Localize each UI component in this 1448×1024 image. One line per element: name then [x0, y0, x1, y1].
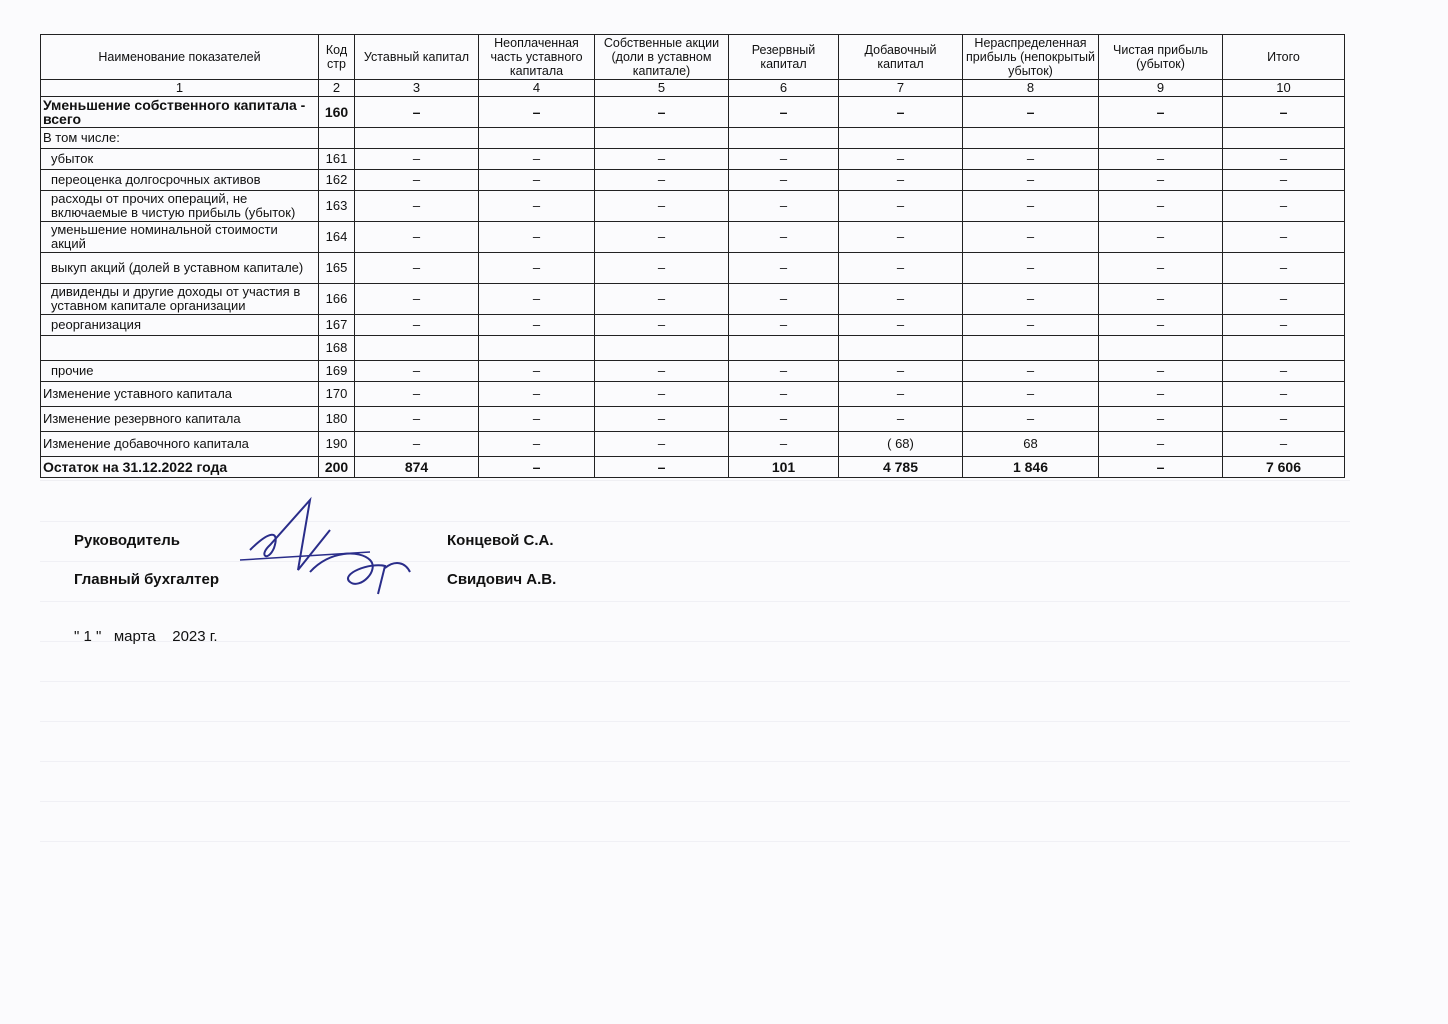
value-cell — [479, 336, 595, 361]
date-year: 2023 г. — [172, 628, 218, 645]
row-code: 166 — [319, 284, 355, 315]
value-cell: – — [355, 97, 479, 128]
value-cell: – — [1099, 284, 1223, 315]
value-cell: – — [963, 407, 1099, 432]
value-cell: 1 846 — [963, 457, 1099, 478]
value-cell: – — [479, 97, 595, 128]
value-cell: – — [479, 284, 595, 315]
row-code: 190 — [319, 432, 355, 457]
value-cell: – — [1099, 191, 1223, 222]
value-cell: – — [839, 361, 963, 382]
value-cell: ( 68) — [839, 432, 963, 457]
value-cell: – — [1223, 382, 1345, 407]
table-row — [41, 457, 1345, 478]
value-cell: – — [839, 253, 963, 284]
value-cell: – — [1099, 97, 1223, 128]
column-number: 2 — [319, 80, 355, 97]
row-code: 165 — [319, 253, 355, 284]
equity-changes-table — [40, 34, 1345, 478]
value-cell — [839, 336, 963, 361]
value-cell: – — [479, 315, 595, 336]
value-cell: – — [595, 284, 729, 315]
value-cell: – — [1223, 222, 1345, 253]
table-row — [41, 97, 1345, 128]
table-row — [41, 284, 1345, 315]
value-cell: 4 785 — [839, 457, 963, 478]
row-label: Изменение резервного капитала — [41, 407, 319, 432]
row-label: прочие — [41, 361, 319, 382]
value-cell: – — [963, 382, 1099, 407]
value-cell — [729, 336, 839, 361]
value-cell: – — [839, 191, 963, 222]
row-label: Изменение уставного капитала — [41, 382, 319, 407]
row-code: 164 — [319, 222, 355, 253]
value-cell: – — [963, 149, 1099, 170]
header-cell: Чистая прибыль (убыток) — [1099, 35, 1223, 80]
row-code: 168 — [319, 336, 355, 361]
value-cell: – — [729, 191, 839, 222]
value-cell: – — [1223, 97, 1345, 128]
value-cell: – — [479, 432, 595, 457]
row-code: 200 — [319, 457, 355, 478]
value-cell: – — [839, 382, 963, 407]
value-cell: – — [1099, 222, 1223, 253]
row-code — [319, 128, 355, 149]
value-cell: – — [355, 253, 479, 284]
value-cell — [839, 128, 963, 149]
value-cell — [963, 336, 1099, 361]
accountant-label: Главный бухгалтер — [74, 571, 220, 588]
row-label: переоценка долгосрочных активов — [41, 170, 319, 191]
value-cell: – — [595, 253, 729, 284]
value-cell: – — [355, 361, 479, 382]
row-code: 162 — [319, 170, 355, 191]
row-code: 160 — [319, 97, 355, 128]
value-cell: – — [1223, 149, 1345, 170]
value-cell: – — [1099, 407, 1223, 432]
value-cell: – — [479, 457, 595, 478]
value-cell: – — [729, 149, 839, 170]
column-number: 7 — [839, 80, 963, 97]
table-row — [41, 170, 1345, 191]
header-cell: Итого — [1223, 35, 1345, 80]
row-label: Уменьшение собственного капитала - всего — [41, 97, 319, 128]
value-cell: – — [1223, 315, 1345, 336]
row-label: реорганизация — [41, 315, 319, 336]
value-cell: – — [595, 170, 729, 191]
value-cell: – — [1223, 361, 1345, 382]
date-line — [74, 628, 218, 645]
value-cell: – — [355, 149, 479, 170]
header-cell: Собственные акции (доли в уставном капитале) — [595, 35, 729, 80]
value-cell: – — [1223, 191, 1345, 222]
value-cell: – — [355, 284, 479, 315]
value-cell: – — [1099, 149, 1223, 170]
value-cell: – — [355, 407, 479, 432]
value-cell: – — [963, 170, 1099, 191]
value-cell: – — [595, 382, 729, 407]
value-cell: – — [355, 315, 479, 336]
value-cell: – — [729, 315, 839, 336]
value-cell — [729, 128, 839, 149]
value-cell: – — [729, 382, 839, 407]
value-cell: – — [479, 191, 595, 222]
column-number: 4 — [479, 80, 595, 97]
value-cell — [963, 128, 1099, 149]
table-row — [41, 407, 1345, 432]
header-cell: Резервный капитал — [729, 35, 839, 80]
row-label: расходы от прочих операций, не включаемые в чистую прибыль (убыток) — [41, 191, 319, 222]
value-cell: – — [479, 361, 595, 382]
table-row — [41, 382, 1345, 407]
date-day: " 1 " — [74, 628, 102, 645]
table-row — [41, 336, 1345, 361]
value-cell: 874 — [355, 457, 479, 478]
value-cell: – — [355, 432, 479, 457]
header-cell: Уставный капитал — [355, 35, 479, 80]
handwritten-signatures — [210, 490, 430, 610]
value-cell: – — [595, 315, 729, 336]
row-code: 163 — [319, 191, 355, 222]
value-cell: – — [963, 191, 1099, 222]
row-code: 180 — [319, 407, 355, 432]
value-cell: – — [1223, 407, 1345, 432]
value-cell: – — [963, 222, 1099, 253]
value-cell — [595, 128, 729, 149]
value-cell: – — [355, 222, 479, 253]
value-cell: – — [963, 315, 1099, 336]
row-label: убыток — [41, 149, 319, 170]
value-cell — [479, 128, 595, 149]
value-cell: – — [595, 432, 729, 457]
column-number: 5 — [595, 80, 729, 97]
value-cell: – — [1223, 170, 1345, 191]
value-cell: – — [729, 284, 839, 315]
value-cell: – — [1099, 315, 1223, 336]
table-row — [41, 315, 1345, 336]
row-label: Изменение добавочного капитала — [41, 432, 319, 457]
value-cell: – — [479, 149, 595, 170]
row-label: уменьшение номинальной стоимости акций — [41, 222, 319, 253]
value-cell: – — [839, 284, 963, 315]
value-cell: – — [729, 253, 839, 284]
value-cell — [355, 336, 479, 361]
column-number-row — [41, 80, 1345, 97]
header-cell: Код стр — [319, 35, 355, 80]
row-label — [41, 336, 319, 361]
value-cell: – — [839, 407, 963, 432]
header-cell: Нераспределенная прибыль (непокрытый убыток) — [963, 35, 1099, 80]
value-cell: – — [729, 170, 839, 191]
table-row — [41, 253, 1345, 284]
row-code: 167 — [319, 315, 355, 336]
value-cell: – — [1223, 432, 1345, 457]
row-code: 169 — [319, 361, 355, 382]
value-cell: – — [355, 170, 479, 191]
row-code: 161 — [319, 149, 355, 170]
value-cell: – — [1099, 170, 1223, 191]
value-cell: – — [963, 284, 1099, 315]
value-cell: 7 606 — [1223, 457, 1345, 478]
value-cell: – — [479, 382, 595, 407]
column-number: 9 — [1099, 80, 1223, 97]
value-cell: – — [479, 222, 595, 253]
row-label: В том числе: — [41, 128, 319, 149]
value-cell: – — [595, 407, 729, 432]
value-cell: – — [1099, 457, 1223, 478]
row-label: дивиденды и другие доходы от участия в уставном капитале организации — [41, 284, 319, 315]
header-cell: Неоплаченная часть уставного капитала — [479, 35, 595, 80]
value-cell: – — [963, 361, 1099, 382]
value-cell: – — [729, 222, 839, 253]
row-label: выкуп акций (долей в уставном капитале) — [41, 253, 319, 284]
value-cell: – — [595, 361, 729, 382]
value-cell: – — [595, 191, 729, 222]
table-row — [41, 191, 1345, 222]
value-cell: – — [839, 170, 963, 191]
value-cell: – — [839, 97, 963, 128]
value-cell: – — [1099, 382, 1223, 407]
value-cell — [1099, 336, 1223, 361]
table-row — [41, 432, 1345, 457]
value-cell: – — [1099, 253, 1223, 284]
column-number: 3 — [355, 80, 479, 97]
value-cell: – — [963, 97, 1099, 128]
value-cell: – — [595, 97, 729, 128]
value-cell: – — [479, 253, 595, 284]
head-name: Концевой С.А. — [447, 532, 554, 549]
date-month: марта — [113, 628, 156, 645]
value-cell: – — [963, 253, 1099, 284]
header-cell: Наименование показателей — [41, 35, 319, 80]
value-cell: – — [839, 315, 963, 336]
value-cell: – — [729, 407, 839, 432]
value-cell — [595, 336, 729, 361]
column-number: 10 — [1223, 80, 1345, 97]
row-label: Остаток на 31.12.2022 года — [41, 457, 319, 478]
value-cell — [1223, 128, 1345, 149]
table-row — [41, 128, 1345, 149]
value-cell: – — [595, 149, 729, 170]
value-cell: – — [595, 222, 729, 253]
value-cell: – — [729, 361, 839, 382]
value-cell: – — [355, 191, 479, 222]
value-cell: – — [355, 382, 479, 407]
accountant-name: Свидович А.В. — [447, 571, 557, 588]
value-cell: – — [479, 170, 595, 191]
value-cell — [1223, 336, 1345, 361]
column-number: 8 — [963, 80, 1099, 97]
value-cell: – — [1223, 253, 1345, 284]
header-cell: Добавочный капитал — [839, 35, 963, 80]
value-cell: – — [839, 149, 963, 170]
value-cell — [355, 128, 479, 149]
table-row — [41, 361, 1345, 382]
table-row — [41, 222, 1345, 253]
value-cell — [1099, 128, 1223, 149]
value-cell: – — [1099, 432, 1223, 457]
value-cell: – — [479, 407, 595, 432]
row-code: 170 — [319, 382, 355, 407]
head-label: Руководитель — [74, 532, 180, 549]
value-cell: – — [1223, 284, 1345, 315]
value-cell: – — [595, 457, 729, 478]
header-row — [41, 35, 1345, 80]
value-cell: – — [729, 432, 839, 457]
value-cell: 101 — [729, 457, 839, 478]
column-number: 1 — [41, 80, 319, 97]
table-row — [41, 149, 1345, 170]
column-number: 6 — [729, 80, 839, 97]
value-cell: – — [1099, 361, 1223, 382]
value-cell: – — [839, 222, 963, 253]
value-cell: 68 — [963, 432, 1099, 457]
value-cell: – — [729, 97, 839, 128]
